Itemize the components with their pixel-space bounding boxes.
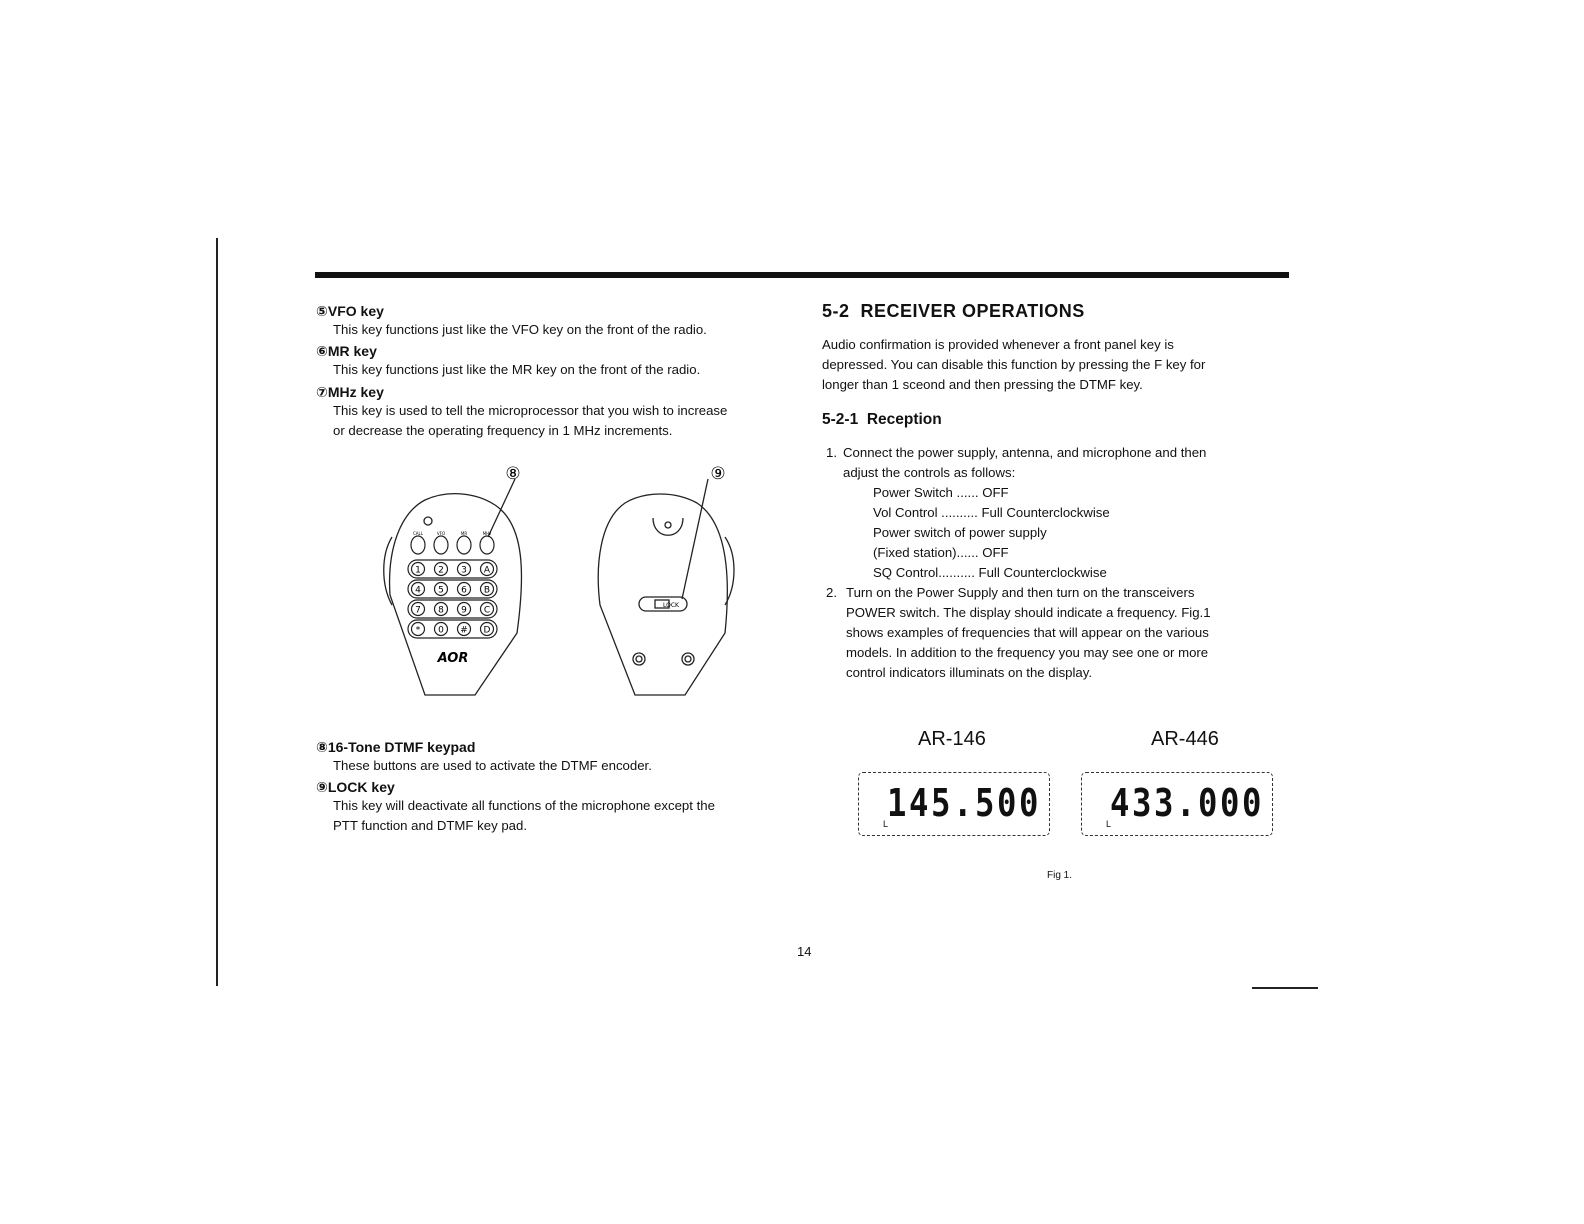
mic-back-hook-hole — [665, 522, 671, 528]
item-title: MHz key — [327, 384, 384, 400]
mic-back-hook — [653, 518, 683, 535]
step-1-text — [843, 443, 1288, 483]
mic-front-side-grip — [384, 537, 392, 605]
lock-label: LOCK — [663, 602, 679, 609]
binder-margin-line — [216, 238, 218, 986]
keypad-key-label: 4 — [415, 585, 421, 596]
item-marker: ⑦ — [316, 384, 328, 400]
keypad-key-label: B — [483, 585, 491, 596]
item-mr-key — [316, 343, 700, 380]
setting-row: Power Switch ...... OFF — [873, 485, 1009, 500]
function-key — [480, 536, 494, 554]
item-text: This key will deactivate all functions of the microphone except the — [333, 798, 715, 813]
lcd-frequency: 433.000 — [1110, 781, 1264, 825]
function-keys — [411, 531, 494, 554]
subsection-title: Reception — [866, 411, 942, 428]
item-text: or decrease the operating frequency in 1 MHz increments. — [333, 423, 673, 438]
mic-led — [424, 517, 432, 525]
header-rule — [315, 272, 1289, 278]
dtmf-keypad — [408, 560, 497, 638]
section-number: 5-2 — [822, 301, 850, 321]
step-line: POWER switch. The display should indicate a frequency. Fig.1 — [846, 605, 1211, 620]
keypad-key-label: C — [483, 605, 491, 616]
function-key — [434, 536, 448, 554]
setting-row: (Fixed station)...... OFF — [873, 545, 1009, 560]
intro-line: depressed. You can disable this function by pressing the F key for — [822, 357, 1206, 372]
item-marker: ⑤ — [316, 303, 328, 319]
intro-line: Audio confirmation is provided whenever a front panel key is — [822, 337, 1174, 352]
display-model-label: AR-146 — [918, 728, 986, 750]
step-line: shows examples of frequencies that will appear on the various — [846, 625, 1209, 640]
mic-back-body — [598, 494, 727, 695]
step-line: control indicators illuminats on the display. — [846, 665, 1093, 680]
callout-8: ⑧ — [505, 464, 521, 484]
control-settings — [873, 483, 1110, 583]
setting-row: SQ Control.......... Full Counterclockwise — [873, 565, 1107, 580]
item-marker: ⑨ — [316, 779, 328, 795]
item-title: 16-Tone DTMF keypad — [327, 739, 476, 755]
keypad-key-label: 7 — [415, 605, 421, 616]
step-line: models. In addition to the frequency you may see one or more — [846, 645, 1209, 660]
keypad-key-label: 2 — [438, 565, 444, 576]
subsection-number: 5-2-1 — [822, 411, 859, 428]
setting-row: Power switch of power supply — [873, 525, 1047, 540]
footer-corner-rule — [1252, 987, 1318, 989]
item-text: This key functions just like the VFO key on the front of the radio. — [333, 322, 707, 337]
aor-logo: AOR — [437, 651, 469, 666]
keypad-key-label: A — [483, 565, 491, 576]
step-line: Turn on the Power Supply and then turn on the transceivers — [846, 585, 1195, 600]
display-model-label: AR-446 — [1151, 728, 1219, 750]
section-intro — [822, 335, 1287, 395]
item-title: MR key — [327, 343, 377, 359]
callout-9: ⑨ — [710, 464, 726, 484]
keypad-key-label: 8 — [438, 605, 444, 616]
callout-8-leader — [488, 479, 515, 537]
item-text: This key functions just like the MR key on the front of the radio. — [333, 362, 701, 377]
step-line: adjust the controls as follows: — [843, 465, 1016, 480]
section-heading — [822, 301, 1085, 322]
function-key-label: VFO — [436, 531, 446, 536]
function-key-label: MHz — [482, 531, 492, 536]
item-mhz-key — [316, 384, 727, 441]
function-key — [457, 536, 471, 554]
lcd-frequency: 145.500 — [887, 781, 1041, 825]
function-key-label: MR — [460, 531, 468, 536]
figure-caption: Fig 1. — [1047, 870, 1073, 881]
keypad-key-label: * — [415, 625, 421, 636]
item-vfo-key — [316, 303, 707, 340]
step-line: Connect the power supply, antenna, and microphone and then — [843, 445, 1207, 460]
item-text: PTT function and DTMF key pad. — [333, 818, 527, 833]
item-text: These buttons are used to activate the DTMF encoder. — [333, 758, 652, 773]
item-title: LOCK key — [327, 779, 395, 795]
step-2-text — [846, 583, 1291, 683]
setting-row: Vol Control .......... Full Counterclockwise — [873, 505, 1110, 520]
step-1-number: 1. — [826, 445, 837, 460]
item-title: VFO key — [327, 303, 384, 319]
section-title: RECEIVER OPERATIONS — [860, 301, 1085, 321]
keypad-key-label: 6 — [461, 585, 467, 596]
function-key-label: CALL — [413, 531, 423, 536]
lcd-indicator: L — [883, 819, 889, 829]
keypad-key-label: D — [483, 625, 491, 636]
keypad-key-label: 5 — [438, 585, 444, 596]
item-lock-key — [316, 779, 715, 836]
function-key — [411, 536, 425, 554]
keypad-key-label: # — [460, 625, 468, 636]
keypad-key-label: 3 — [461, 565, 467, 576]
screw-left — [633, 653, 645, 665]
keypad-key-label: 9 — [461, 605, 467, 616]
lcd-display-ar446 — [1081, 772, 1273, 836]
lcd-display-ar146 — [858, 772, 1050, 836]
subsection-heading — [822, 411, 942, 429]
screw-right — [682, 653, 694, 665]
page-number: 14 — [797, 944, 812, 959]
microphone-figure — [375, 455, 755, 700]
keypad-key-label: 1 — [415, 565, 421, 576]
item-marker: ⑧ — [316, 739, 328, 755]
item-marker: ⑥ — [316, 343, 328, 359]
keypad-key-label: 0 — [438, 625, 444, 636]
item-dtmf-keypad — [316, 739, 652, 776]
step-2-number: 2. — [826, 585, 837, 600]
callout-9-leader — [682, 479, 708, 599]
lcd-indicator: L — [1106, 819, 1112, 829]
intro-line: longer than 1 sceond and then pressing the DTMF key. — [822, 377, 1143, 392]
item-text: This key is used to tell the microprocessor that you wish to increase — [333, 403, 728, 418]
